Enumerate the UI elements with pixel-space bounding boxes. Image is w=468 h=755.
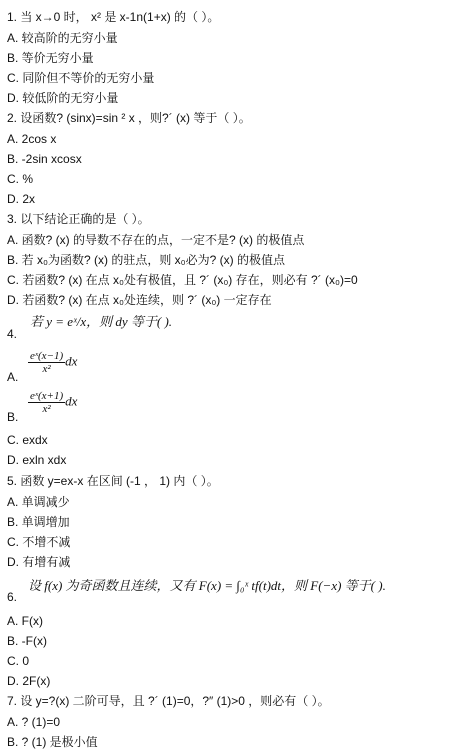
question-1: 1. 当 x→0 时， x² 是 x-1n(1+x) 的（ ）。 (7, 10, 220, 24)
option-4b-label: B. (7, 410, 19, 424)
option-1a: A. 较高阶的无穷小量 (7, 31, 118, 45)
question-4-formula: 若 y = eˣ/x，则 dy 等于( ). (30, 314, 173, 329)
question-3: 3. 以下结论正确的是（ ）。 (7, 212, 150, 226)
option-3d: D. 若函数? (x) 在点 x₀处连续，则 ?´ (x₀) 一定存在 (7, 293, 272, 307)
option-4a-formula: $\frac{\text{eˣ(x−1)}}{\text{x²}}$ dx (30, 350, 78, 375)
option-5c: C. 不增不减 (7, 535, 71, 549)
option-2b: B. -2sin xcosx (7, 152, 82, 166)
question-4-number: 4. (7, 327, 18, 341)
option-2c: C. % (7, 172, 34, 186)
question-2: 2. 设函数? (sinx)=sin ² x ，则?´ (x) 等于（ ）。 (7, 111, 251, 125)
question-6-number: 6. (7, 590, 18, 604)
option-7b: B. ? (1) 是极小值 (7, 735, 98, 749)
option-4d: D. exln xdx (7, 453, 67, 467)
option-1d: D. 较低阶的无穷小量 (7, 91, 119, 105)
option-3c: C. 若函数? (x) 在点 x₀处有极值，且 ?´ (x₀) 存在，则必有 ?´ (x₀)=0 (7, 273, 358, 287)
option-1c: C. 同阶但不等价的无穷小量 (7, 71, 155, 85)
question-6-formula: 设 f(x) 为奇函数且连续，又有 F(x) = ∫₀ˣ tf(t)dt，则 F(−x) 等于( ). (28, 578, 386, 593)
option-7a: A. ? (1)=0 (7, 715, 61, 729)
option-4a-label: A. (7, 370, 19, 384)
option-4c: C. exdx (7, 433, 48, 447)
option-3a: A. 函数? (x) 的导数不存在的点，一定不是? (x) 的极值点 (7, 233, 305, 247)
option-2d: D. 2x (7, 192, 36, 206)
option-6a: A. F(x) (7, 614, 43, 628)
option-6d: D. 2F(x) (7, 674, 51, 688)
question-5: 5. 函数 y=ex-x 在区间 (-1 ， 1) 内（ ）。 (7, 474, 219, 488)
option-5b: B. 单调增加 (7, 515, 70, 529)
option-4b-formula: $\frac{\text{eˣ(x+1)}}{\text{x²}}$ dx (30, 390, 78, 415)
option-5a: A. 单调减少 (7, 495, 70, 509)
option-3b: B. 若 x₀为函数? (x) 的驻点，则 x₀必为? (x) 的极值点 (7, 253, 285, 267)
option-6b: B. -F(x) (7, 634, 47, 648)
option-1b: B. 等价无穷小量 (7, 51, 94, 65)
option-6c: C. 0 (7, 654, 30, 668)
option-5d: D. 有增有减 (7, 555, 71, 569)
question-7: 7. 设 y=?(x) 二阶可导，且 ?´ (1)=0，?″ (1)>0 ，则必有（ ）。 (7, 694, 330, 708)
option-2a: A. 2cos x (7, 132, 57, 146)
